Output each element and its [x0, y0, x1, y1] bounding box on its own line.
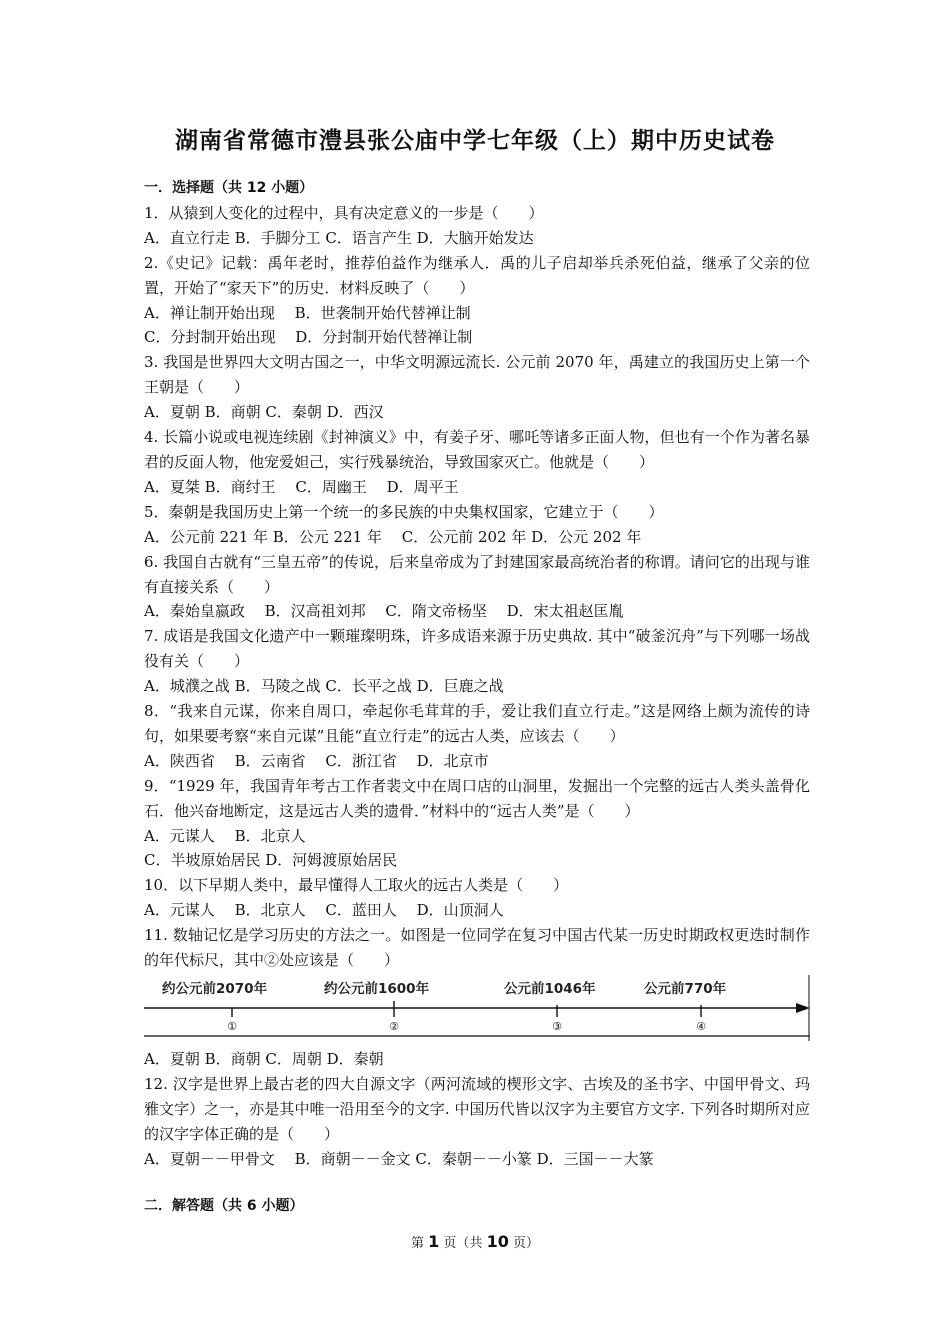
footer-total-pages: 10	[486, 1232, 509, 1251]
question-text: 5．秦朝是我国历史上第一个统一的多民族的中央集权国家，它建立于（ ）	[144, 502, 664, 521]
question-text: 7. 成语是我国文化遗产中一颗璀璨明珠，许多成语来源于历史典故. 其中“破釜沉舟”与下列哪一场战役有关（ ）	[144, 627, 810, 671]
timeline-number-3: ③	[552, 1020, 562, 1033]
question-options: A．夏桀 B．商纣王 C．周幽王 D．周平王	[144, 477, 459, 496]
question-12	[144, 1072, 810, 1172]
footer-page-number: 1	[428, 1232, 440, 1251]
question-area	[144, 176, 810, 1218]
question-3	[144, 350, 810, 425]
question-text: 8．“我来自元谋，你来自周口，牵起你毛茸茸的手，爱让我们直立行走。”这是网络上颇为流传的诗句，如果要考察“来自元谋”且能“直立行走”的远古人类，应该去（ ）	[144, 702, 810, 745]
question-text: 6. 我国自古就有“三皇五帝”的传说，后来皇帝成为了封建国家最高统治者的称谓。请问它的出现与谁有直接关系（ ）	[144, 552, 810, 596]
timeline-svg	[144, 975, 810, 1041]
question-9	[144, 774, 810, 874]
question-text: 4. 长篇小说或电视连续剧《封神演义》中，有姜子牙、哪吒等诸多正面人物，但也有一个作为著名暴君的反面人物，他宠爱妲己，实行残暴统治，导致国家灭亡。他就是（ ）	[144, 428, 810, 471]
question-text: 2.《史记》记载：禹年老时，推荐伯益作为继承人．禹的儿子启却举兵杀死伯益，继承了父亲的位置，开始了“家天下”的历史．材料反映了（ ）	[144, 253, 810, 297]
question-1	[144, 201, 810, 251]
question-text: 10．以下早期人类中，最早懂得人工取火的远古人类是（ ）	[144, 876, 569, 895]
section-heading-answer: 二．解答题（共 6 小题）	[144, 1197, 304, 1214]
question-options: A．城濮之战 B．马陵之战 C．长平之战 D．巨鹿之战	[144, 677, 504, 696]
question-options: A．夏朝 B．商朝 C．秦朝 D．西汉	[144, 403, 384, 422]
page-footer	[0, 1232, 950, 1251]
question-options: C．分封制开始出现 D．分封制开始代替禅让制	[144, 328, 473, 347]
question-text: 9．“1929 年，我国青年考古工作者裴文中在周口店的山洞里，发掘出一个完整的远古人类头盖骨化石．他兴奋地断定，这是远古人类的遗骨．”材料中的“远古人类”是（ ）	[144, 776, 810, 820]
footer-middle: 页（共	[439, 1236, 487, 1251]
timeline-arrow	[796, 1003, 810, 1013]
timeline-label-1: 约公元前2070年	[162, 981, 268, 997]
page-title: 湖南省常德市澧县张公庙中学七年级（上）期中历史试卷	[175, 128, 775, 154]
footer-suffix: 页）	[508, 1236, 539, 1251]
question-options: A．秦始皇嬴政 B．汉高祖刘邦 C．隋文帝杨坚 D．宋太祖赵匡胤	[144, 602, 624, 621]
question-2	[144, 251, 810, 351]
question-options: A．直立行走 B．手脚分工 C．语言产生 D．大脑开始发达	[144, 228, 534, 247]
question-text: 1．从猿到人变化的过程中，具有决定意义的一步是（ ）	[144, 203, 544, 222]
timeline-number-1: ①	[227, 1020, 237, 1033]
question-options: A．夏朝－－甲骨文 B．商朝－－金文 C．秦朝－－小篆 D．三国－－大篆	[144, 1149, 654, 1168]
question-options: A．陕西省 B．云南省 C．浙江省 D．北京市	[144, 751, 489, 770]
question-text: 11. 数轴记忆是学习历史的方法之一。如图是一位同学在复习中国古代某一历史时期政权更迭时制作的年代标尺，其中②处应该是（ ）	[144, 926, 810, 970]
question-text: 12. 汉字是世界上最古老的四大自源文字（两河流域的楔形文字、古埃及的圣书字、中国甲骨文、玛雅文字）之一，亦是其中唯一沿用至今的文字. 中国历代皆以汉字为主要官方文字. 下列各时期所对应的汉字字体正确的是（ ）	[144, 1074, 810, 1143]
question-11	[144, 923, 810, 1072]
question-7	[144, 624, 810, 699]
question-8	[144, 699, 810, 774]
question-options: A．禅让制开始出现 B．世袭制开始代替禅让制	[144, 303, 471, 322]
footer-prefix: 第	[411, 1236, 429, 1251]
timeline-figure	[144, 975, 810, 1041]
question-options: A．元谋人 B．北京人 C．蓝田人 D．山顶洞人	[144, 901, 504, 920]
timeline-number-4: ④	[696, 1020, 706, 1033]
question-text: 3. 我国是世界四大文明古国之一，中华文明源远流长. 公元前 2070 年，禹建立的我国历史上第一个王朝是（ ）	[144, 353, 810, 397]
question-options: A．夏朝 B．商朝 C．周朝 D．秦朝	[144, 1050, 384, 1068]
timeline-label-3: 公元前1046年	[504, 981, 596, 997]
section-heading-choice: 一．选择题（共 12 小题）	[144, 180, 314, 196]
timeline-label-2: 约公元前1600年	[324, 981, 430, 997]
question-options: A．元谋人 B．北京人	[144, 826, 306, 845]
question-4	[144, 425, 810, 500]
question-6	[144, 550, 810, 625]
question-options: C．半坡原始居民 D．河姆渡原始居民	[144, 851, 398, 870]
question-10	[144, 873, 810, 923]
question-5	[144, 500, 810, 550]
timeline-label-4: 公元前770年	[644, 981, 727, 997]
timeline-number-2: ②	[389, 1020, 399, 1033]
question-options: A．公元前 221 年 B．公元 221 年 C．公元前 202 年 D．公元 202 年	[144, 527, 642, 546]
